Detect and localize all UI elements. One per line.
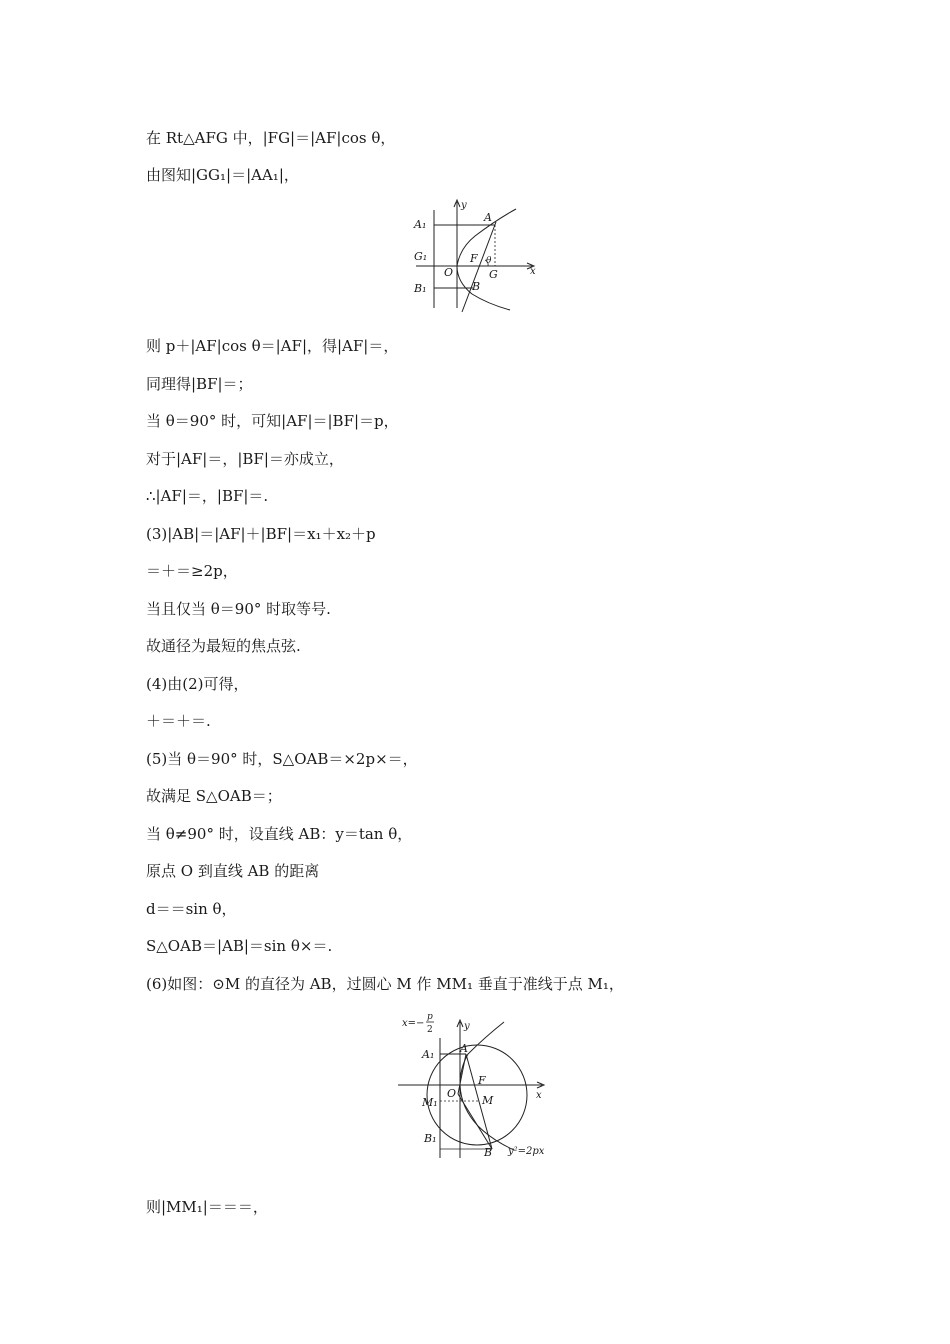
text-line-19: S△OAB＝|AB|＝sin θ×＝. xyxy=(146,937,333,955)
label-two: 2 xyxy=(427,1025,433,1035)
label-y2: y xyxy=(464,1021,470,1032)
label-b1-2: B₁ xyxy=(424,1132,437,1145)
text-line-11: 故通径为最短的焦点弦. xyxy=(146,637,301,655)
label-f-2: F xyxy=(478,1074,486,1087)
label-f: F xyxy=(470,252,478,265)
label-a1: A₁ xyxy=(414,218,427,231)
label-y: y xyxy=(461,200,467,211)
text-line-20: (6)如图：⊙M 的直径为 AB，过圆心 M 作 MM₁ 垂直于准线于点 M₁， xyxy=(146,975,624,993)
label-b: B xyxy=(472,280,481,293)
label-g: G xyxy=(489,268,498,281)
label-directrix-x: x=− xyxy=(402,1018,425,1029)
label-x: x xyxy=(530,266,536,277)
text-line-7: ∴|AF|＝，|BF|＝. xyxy=(146,487,269,505)
figure-parabola-focal-chord xyxy=(410,196,550,314)
text-line-8: (3)|AB|＝|AF|＋|BF|＝x₁＋x₂＋p xyxy=(146,525,376,543)
label-a: A xyxy=(484,211,492,224)
text-line-10: 当且仅当 θ＝90° 时取等号. xyxy=(146,600,331,618)
text-line-2: 由图知|GG₁|＝|AA₁|， xyxy=(146,166,299,184)
label-b-2: B xyxy=(484,1146,493,1159)
text-line-12: (4)由(2)可得， xyxy=(146,675,249,693)
label-curve-equation: y²=2px xyxy=(508,1146,545,1157)
label-m: M xyxy=(482,1094,494,1107)
label-theta: θ xyxy=(486,256,492,266)
text-line-15: 故满足 S△OAB＝； xyxy=(146,787,282,805)
text-line-6: 对于|AF|＝，|BF|＝亦成立， xyxy=(146,450,344,468)
text-line-3: 则 p＋|AF|cos θ＝|AF|，得|AF|＝， xyxy=(146,337,399,355)
text-line-13: ＋＝＋＝. xyxy=(146,712,211,730)
label-o: O xyxy=(444,266,454,279)
label-a-2: A xyxy=(460,1042,468,1055)
text-line-5: 当 θ＝90° 时，可知|AF|＝|BF|＝p， xyxy=(146,412,399,430)
text-line-16: 当 θ≠90° 时，设直线 AB：y＝tan θ， xyxy=(146,825,413,843)
figure-circle-focal-chord xyxy=(396,1008,556,1163)
label-x2: x xyxy=(536,1090,542,1101)
text-line-21: 则|MM₁|＝＝＝， xyxy=(146,1198,268,1216)
text-line-9: ＝＋＝≥2p， xyxy=(146,562,238,580)
label-a1-2: A₁ xyxy=(422,1048,435,1061)
label-p: p xyxy=(427,1012,433,1022)
text-line-1: 在 Rt△AFG 中，|FG|＝|AF|cos θ， xyxy=(146,129,396,147)
label-m1: M₁ xyxy=(422,1096,438,1109)
text-line-14: (5)当 θ＝90° 时，S△OAB＝×2p×＝， xyxy=(146,750,418,768)
label-g1: G₁ xyxy=(414,250,428,263)
label-o-2: O xyxy=(447,1087,457,1100)
label-b1: B₁ xyxy=(414,282,427,295)
text-line-17: 原点 O 到直线 AB 的距离 xyxy=(146,862,320,880)
text-line-4: 同理得|BF|＝； xyxy=(146,375,253,393)
text-line-18: d＝＝sin θ， xyxy=(146,900,237,918)
